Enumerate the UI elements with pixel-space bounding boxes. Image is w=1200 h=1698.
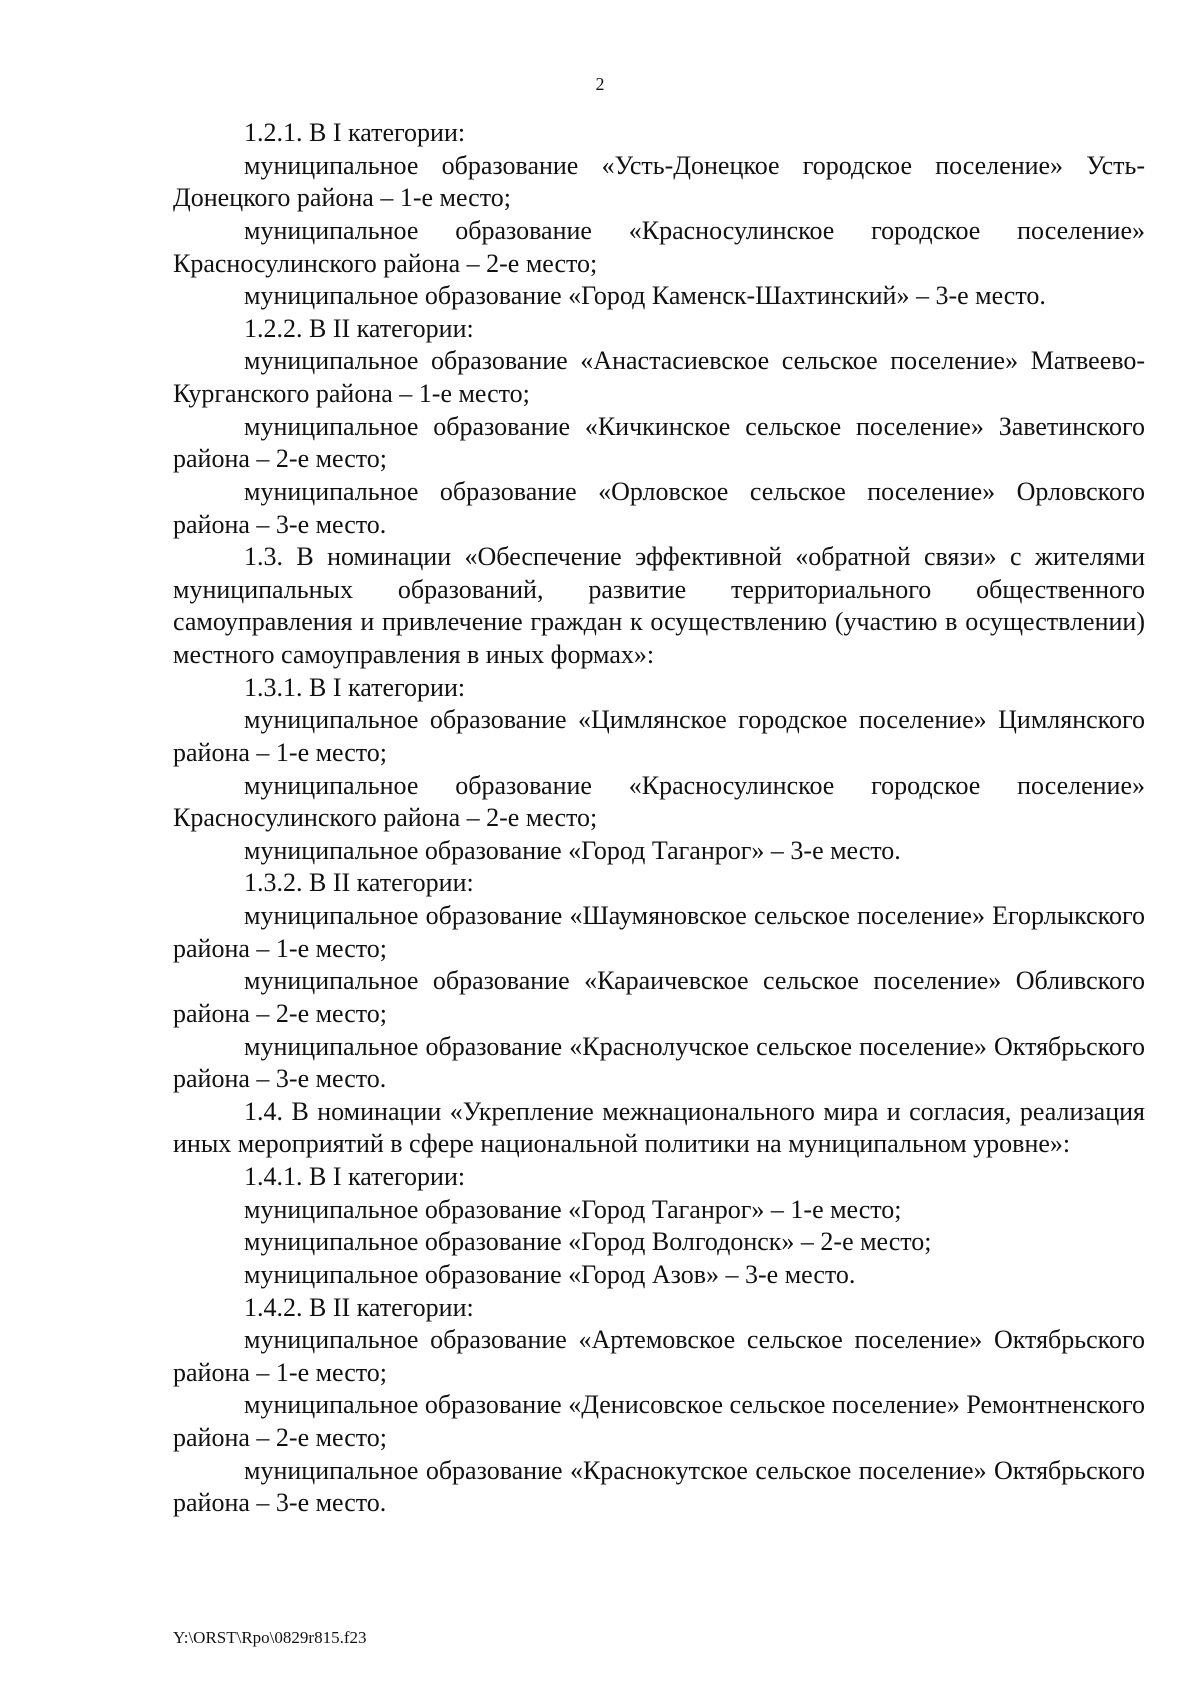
award-entry: муниципальное образование «Город Таганрог» – 3-е место. [244,835,901,865]
award-entry: муниципальное образование «Усть-Донецкое городское поселение» Усть-Донецкого района – 1-е место; [173,150,1145,213]
award-entry: муниципальное образование «Город Азов» – 3-е место. [244,1259,856,1289]
footer-file-path: Y:\ORST\Rpo\0829r815.f23 [173,1628,367,1647]
section-heading: 1.3.2. В II категории: [244,868,474,898]
award-entry: муниципальное образование «Город Таганрог» – 1-е место; [244,1194,902,1224]
award-entry: муниципальное образование «Шаумяновское сельское поселение» Егорлыкского района – 1-е место; [173,901,1145,963]
award-entry: муниципальное образование «Город Каменск-Шахтинский» – 3-е место. [244,281,1046,311]
award-entry: муниципальное образование «Краснолучское сельское поселение» Октябрьского района – 3-е место. [173,1031,1145,1094]
section-heading: 1.2.2. В II категории: [244,313,474,343]
award-entry: муниципальное образование «Анастасиевское сельское поселение» Матвеево-Курганского района – 1-е место; [173,346,1145,408]
nomination-heading: 1.4. В номинации «Укрепление межнационального мира и согласия, реализация иных мероприятий в сфере национальной политики на муниципальном уровне»: [173,1096,1145,1159]
award-entry: муниципальное образование «Красносулинское городское поселение» Красносулинского района – 2-е место; [173,215,1145,278]
award-entry: муниципальное образование «Кичкинское сельское поселение» Заветинского района – 2-е место; [173,411,1145,474]
award-entry: муниципальное образование «Красносулинское городское поселение» Красносулинского района – 2-е место; [173,770,1145,833]
nomination-heading: 1.3. В номинации «Обеспечение эффективной «обратной связи» с жителями муниципальных образований, развитие территориального общественного самоуправления и привлечение граждан к осуществлению (участию в осуществлении) местного самоуправления в иных формах»: [173,542,1145,669]
award-entry: муниципальное образование «Орловское сельское поселение» Орловского района – 3-е место. [173,476,1145,539]
page-number: 2 [595,74,605,94]
section-heading: 1.4.2. В II категории: [244,1292,474,1322]
award-entry: муниципальное образование «Город Волгодонск» – 2-е место; [244,1227,932,1257]
award-entry: муниципальное образование «Караичевское сельское поселение» Обливского района – 2-е место; [173,966,1145,1028]
award-entry: муниципальное образование «Цимлянское городское поселение» Цимлянского района – 1-е место; [173,705,1145,767]
section-heading: 1.3.1. В I категории: [244,672,466,702]
award-entry: муниципальное образование «Денисовское сельское поселение» Ремонтненского района – 2-е место; [173,1390,1145,1452]
document-body [173,117,1145,1520]
section-heading: 1.4.1. В I категории: [244,1162,466,1191]
award-entry: муниципальное образование «Краснокутское сельское поселение» Октябрьского района – 3-е место. [173,1455,1145,1518]
award-entry: муниципальное образование «Артемовское сельское поселение» Октябрьского района – 1-е место; [173,1325,1145,1387]
section-heading: 1.2.1. В I категории: [244,118,466,147]
